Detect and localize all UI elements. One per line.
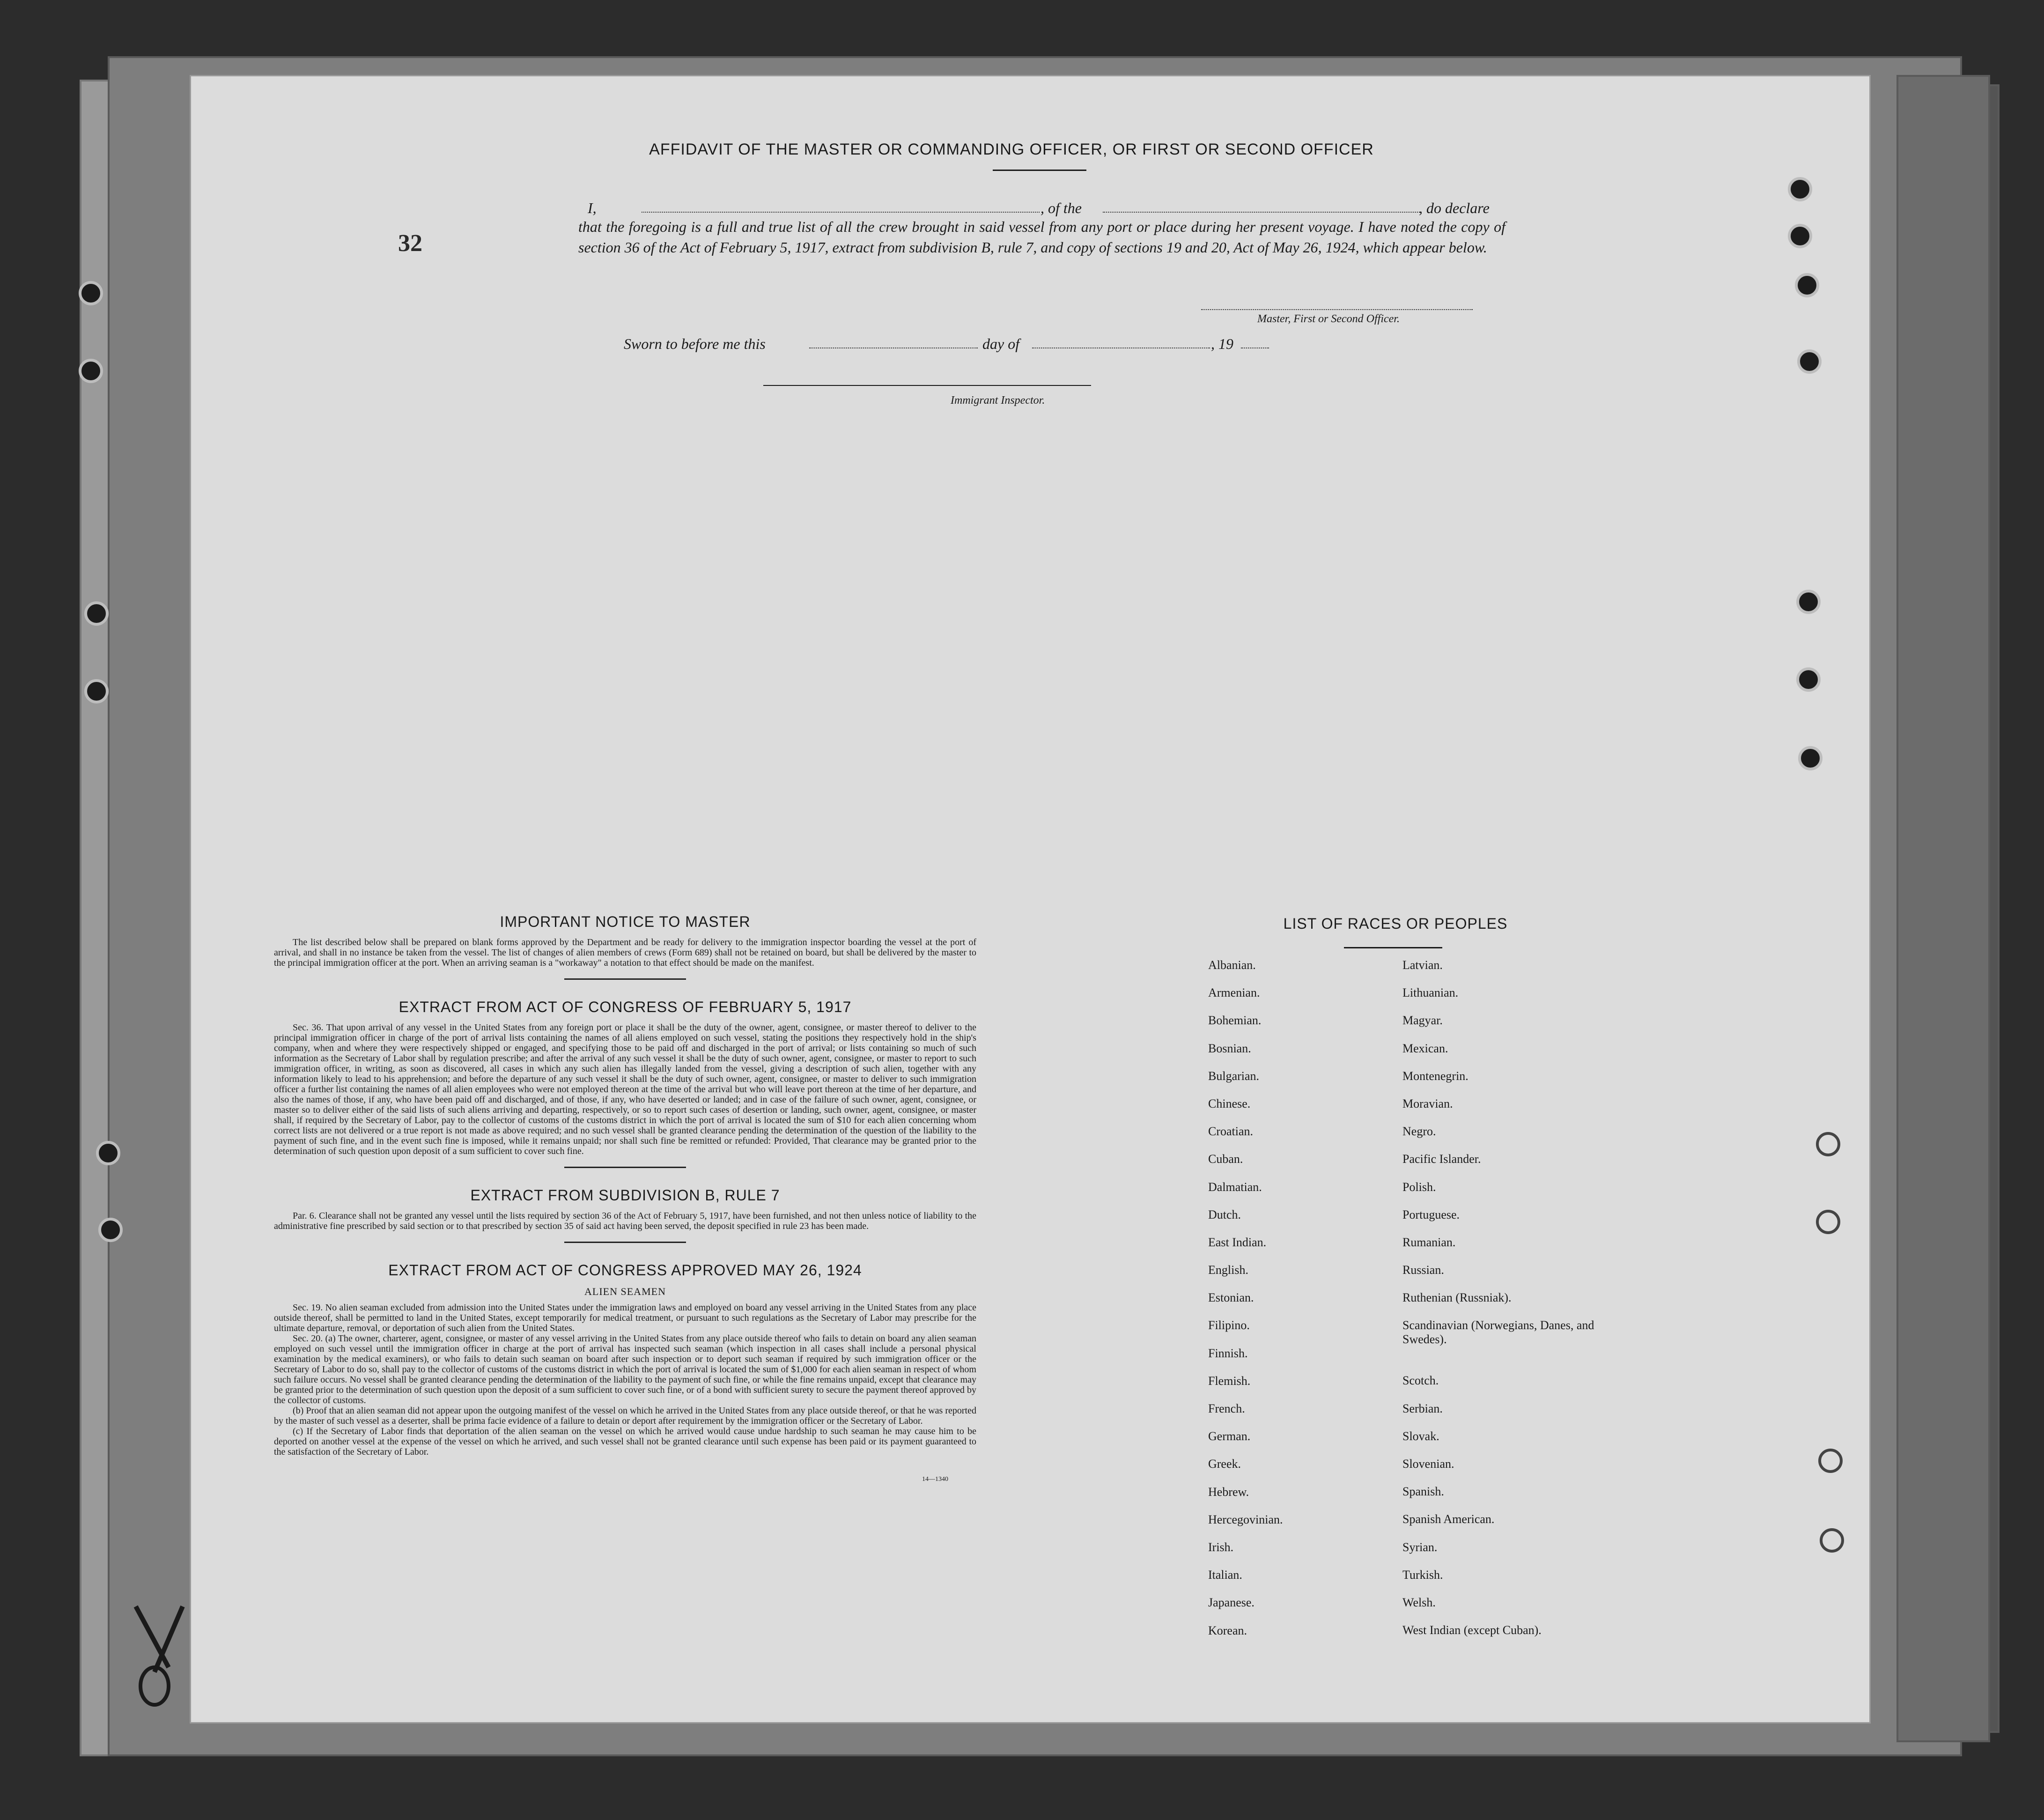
section-divider bbox=[564, 1167, 686, 1168]
race-item: East Indian. bbox=[1208, 1235, 1267, 1249]
officer-signature-field[interactable] bbox=[1201, 309, 1473, 310]
race-item: Bohemian. bbox=[1208, 1014, 1262, 1028]
binder-hole bbox=[79, 359, 103, 383]
race-item: Spanish. bbox=[1402, 1485, 1444, 1499]
race-item: Lithuanian. bbox=[1402, 986, 1459, 1000]
race-item: Moravian. bbox=[1402, 1096, 1453, 1110]
affidavit-declare-label: , do declare bbox=[1419, 200, 1490, 216]
day-of-label: day of bbox=[982, 335, 1020, 352]
inspector-caption: Immigrant Inspector. bbox=[951, 394, 1045, 407]
extract-1924-paragraph: (c) If the Secretary of Labor finds that deportation of the alien seaman on the vessel on which he arrived would cause undue hardship to such seaman he may cause him to be deported on another vessel at the expense of the vessel on which he arrived, and such vessel shall not be granted clearance until such expense has been paid or its payment guaranteed to the satisfaction of the Secretary of Labor. bbox=[274, 1426, 976, 1457]
race-item: Welsh. bbox=[1402, 1595, 1436, 1609]
race-item: Slovenian. bbox=[1402, 1457, 1454, 1471]
binder-hole bbox=[1795, 273, 1819, 297]
sworn-label: Sworn to before me this bbox=[624, 335, 766, 352]
bleed-through-text bbox=[1549, 142, 1558, 161]
race-item: Greek. bbox=[1208, 1457, 1241, 1471]
extract-1917-title: EXTRACT FROM ACT OF CONGRESS OF FEBRUARY 5, 1917 bbox=[398, 999, 852, 1015]
race-item: Bulgarian. bbox=[1208, 1069, 1260, 1083]
affidavit-title: AFFIDAVIT OF THE MASTER OR COMMANDING OFFICER, OR FIRST OR SECOND OFFICER bbox=[649, 141, 1374, 158]
race-item: Korean. bbox=[1208, 1623, 1247, 1637]
race-item: Filipino. bbox=[1208, 1318, 1250, 1332]
races-title-rule bbox=[1344, 947, 1442, 948]
binder-hole bbox=[1820, 1528, 1844, 1553]
race-item: Hebrew. bbox=[1208, 1485, 1249, 1499]
affidavit-body: that the foregoing is a full and true list of all the crew brought in said vessel from any port or place during her present voyage. I have noted the copy of section 36 of the Act of February 5, 1917, extract from subdivision B, rule 7, and copy of sections 19 and 20, Act of May 26, 1924, which appear below. bbox=[578, 218, 1505, 256]
binder-hole bbox=[84, 601, 109, 626]
race-item: Pacific Islander. bbox=[1402, 1152, 1481, 1166]
race-item: Dalmatian. bbox=[1208, 1180, 1262, 1194]
extract-1917-body: Sec. 36. That upon arrival of any vessel in the United States from any foreign port or place it shall be the duty of the owner, agent, consignee, or master thereof to deliver to the principal immigration officer in charge of the port of arrival lists containing the names of all aliens employed on such vessel, stating the positions they respectively hold in the ship's company, when and where they were respectively shipped or engaged, and specifying those to be paid off and discharged in the port of arrival; or lists containing so much of such information as the Secretary of Labor shall by regulation prescribe; and after the arrival of any such vessel it shall be the duty of such owner, agent, consignee, or master to report to such immigration officer, in writing, as soon as discovered, all cases in which any such alien has illegally landed from the vessel, giving a description of such alien, together with any information likely to lead to his apprehension; and before the departure of any such vessel it shall be the duty of such owner, agent, consignee, or master to deliver to such immigration officer a further list containing the names of all alien employees who were not employed thereon at the time of the arrival but who will leave port thereon at the time of her departure, and also the names of those, if any, who have been paid off and discharged, and of those, if any, who have deserted or landed; and in case of the failure of such owner, agent, consignee, or master so to deliver either of the said lists of such aliens arriving and departing, respectively, or so to report such cases of desertion or landing, such owner, agent, consignee, or master shall, if required by the Secretary of Labor, pay to the collector of customs of the customs district in which the port of arrival is located the sum of $10 for each alien concerning whom correct lists are not delivered or a true report is not made as above required; and no such vessel shall be granted clearance pending the determination of the question of the liability to the payment of such fine, and in the event such fine is imposed, while it remains unpaid; nor shall such fine be remitted or refunded: Provided, That clearance may be granted prior to the determination of such question upon deposit of a sum sufficient to cover such fine. bbox=[274, 1022, 976, 1156]
binder-hole bbox=[1797, 349, 1822, 374]
binder-hole bbox=[98, 1218, 123, 1242]
binder-hole bbox=[1818, 1449, 1843, 1473]
binder-hole bbox=[1816, 1210, 1840, 1234]
officer-signature-caption: Master, First or Second Officer. bbox=[1257, 313, 1400, 325]
race-item: Croatian. bbox=[1208, 1125, 1254, 1139]
race-item: Rumanian. bbox=[1402, 1235, 1456, 1249]
race-item: Ruthenian (Russniak). bbox=[1402, 1291, 1512, 1305]
race-item: Cuban. bbox=[1208, 1152, 1243, 1166]
master-name-field[interactable] bbox=[642, 212, 1040, 213]
race-item: French. bbox=[1208, 1402, 1245, 1415]
binder-hole bbox=[1788, 224, 1812, 248]
affidavit-of-the-label: , of the bbox=[1040, 200, 1082, 216]
form-code: 14—1340 bbox=[922, 1476, 948, 1483]
binder-hole bbox=[1796, 667, 1821, 692]
notice-title: IMPORTANT NOTICE TO MASTER bbox=[500, 913, 751, 930]
extract-1924-subtitle: ALIEN SEAMEN bbox=[584, 1286, 666, 1297]
affidavit-i-label: I, bbox=[588, 200, 597, 216]
race-item: Portuguese. bbox=[1402, 1207, 1460, 1221]
underlying-page-edge bbox=[1896, 75, 1990, 1742]
section-divider bbox=[564, 1242, 686, 1243]
race-item: Irish. bbox=[1208, 1540, 1234, 1554]
race-item: Magyar. bbox=[1402, 1014, 1443, 1028]
notice-body: The list described below shall be prepared on blank forms approved by the Department and be ready for delivery to the immigration inspector boarding the vessel at the port of arrival, and shall in no instance be taken from the vessel. The list of changes of alien members of crews (Form 689) shall not be retained on board, but shall be delivered by the master to the principal immigration officer at the port. When an arriving seaman is a "workaway" a notation to that effect should be made on the manifest. bbox=[274, 937, 976, 968]
race-item: Syrian. bbox=[1402, 1540, 1438, 1554]
races-column-1 bbox=[1208, 958, 1283, 1651]
race-item: Bosnian. bbox=[1208, 1041, 1251, 1055]
race-item: Albanian. bbox=[1208, 958, 1256, 972]
race-item: Serbian. bbox=[1402, 1401, 1443, 1415]
extract-1924-title: EXTRACT FROM ACT OF CONGRESS APPROVED MAY 26, 1924 bbox=[388, 1262, 862, 1279]
race-item: Negro. bbox=[1402, 1125, 1436, 1139]
race-item: Hercegovinian. bbox=[1208, 1512, 1283, 1526]
race-item: Latvian. bbox=[1402, 958, 1443, 972]
extract-1924-paragraph: Sec. 19. No alien seaman excluded from admission into the United States under the immigration laws and employed on board any vessel arriving in the United States from any place outside thereof, shall be permitted to land in the United States, except temporarily for medical treatment, or pursuant to such regulations as the Secretary of Labor may prescribe for the ultimate departure, removal, or deportation of such alien from the United States. bbox=[274, 1302, 976, 1333]
extract-1924-paragraph: (b) Proof that an alien seaman did not appear upon the outgoing manifest of the vessel on which he arrived in the United States from any place outside thereof, or that he was reported by the master of such vessel as a deserter, shall be prima facie evidence of a failure to detain or deport after requirement by the immigration officer or the Secretary of Labor. bbox=[274, 1406, 976, 1426]
race-item: Flemish. bbox=[1208, 1374, 1251, 1388]
race-item: English. bbox=[1208, 1263, 1248, 1277]
race-item: Turkish. bbox=[1402, 1568, 1443, 1582]
races-column-2 bbox=[1402, 958, 1599, 1651]
binder-hole bbox=[79, 281, 103, 305]
race-item: Chinese. bbox=[1208, 1096, 1251, 1110]
binder-hole bbox=[96, 1141, 120, 1165]
race-item: West Indian (except Cuban). bbox=[1402, 1623, 1542, 1637]
race-item: Mexican. bbox=[1402, 1041, 1448, 1055]
race-item: Armenian. bbox=[1208, 986, 1260, 1000]
binder-hole bbox=[1816, 1132, 1840, 1156]
binder-hole bbox=[1796, 590, 1821, 614]
race-item: Spanish American. bbox=[1402, 1512, 1495, 1526]
race-item: Montenegrin. bbox=[1402, 1069, 1468, 1083]
affidavit-title-rule bbox=[993, 170, 1086, 171]
section-divider bbox=[564, 978, 686, 980]
races-title: LIST OF RACES OR PEOPLES bbox=[1283, 915, 1508, 932]
race-item: Estonian. bbox=[1208, 1291, 1254, 1305]
race-item: Polish. bbox=[1402, 1180, 1436, 1194]
extract-1924-paragraph: Sec. 20. (a) The owner, charterer, agent, consignee, or master of any vessel arriving in the United States from any place outside thereof who fails to detain on board any alien seaman employed on such vessel until the immigration officer in charge at the port of arrival has inspected such seaman (which inspection in all cases shall include a personal physical examination by the medical examiners), or who fails to detain such seaman on board after such inspection or to deport such seaman if required by such immigration officer or the Secretary of Labor to do so, shall pay to the collector of customs of the customs district in which the port of arrival is located the sum of $1,000 for each alien seaman in respect of whom such failure occurs. No vessel shall be granted clearance pending the determination of the liability to the payment of such fine, or while the fine remains unpaid, except that clearance may be granted prior to the determination of such question upon the deposit of a sum sufficient to cover such fine, or of a bond with sufficient surety to secure the payment thereof approved by the collector of customs. bbox=[274, 1333, 976, 1406]
binder-clip-icon bbox=[126, 1602, 192, 1709]
binder-hole bbox=[84, 679, 109, 703]
inspector-signature-field[interactable] bbox=[763, 385, 1091, 386]
race-item: German. bbox=[1208, 1429, 1251, 1443]
race-item: Italian. bbox=[1208, 1568, 1242, 1582]
extract-rule7-title: EXTRACT FROM SUBDIVISION B, RULE 7 bbox=[470, 1187, 780, 1204]
race-item: Dutch. bbox=[1208, 1207, 1241, 1221]
race-item: Japanese. bbox=[1208, 1596, 1254, 1610]
race-item: Scandinavian (Norwegians, Danes, and Swedes). bbox=[1402, 1318, 1594, 1347]
binder-hole bbox=[1798, 746, 1823, 770]
race-item: Russian. bbox=[1402, 1263, 1444, 1277]
notice-column bbox=[274, 913, 976, 1483]
page-number: 32 bbox=[398, 230, 422, 257]
binder-hole bbox=[1788, 177, 1812, 201]
race-item: Finnish. bbox=[1208, 1346, 1248, 1360]
extract-rule7-body: Par. 6. Clearance shall not be granted any vessel until the lists required by section 36 of the Act of February 5, 1917, have been furnished, and not then unless notice of liability to the administrative fine prescribed by said section or to that prescribed by section 35 of said act having been served, the deposit specified in rule 23 has been made. bbox=[274, 1211, 976, 1231]
year-prefix-label: , 19 bbox=[1211, 335, 1233, 352]
race-item: Slovak. bbox=[1402, 1429, 1439, 1443]
vessel-name-field[interactable] bbox=[1103, 212, 1421, 213]
race-item: Scotch. bbox=[1402, 1374, 1439, 1388]
